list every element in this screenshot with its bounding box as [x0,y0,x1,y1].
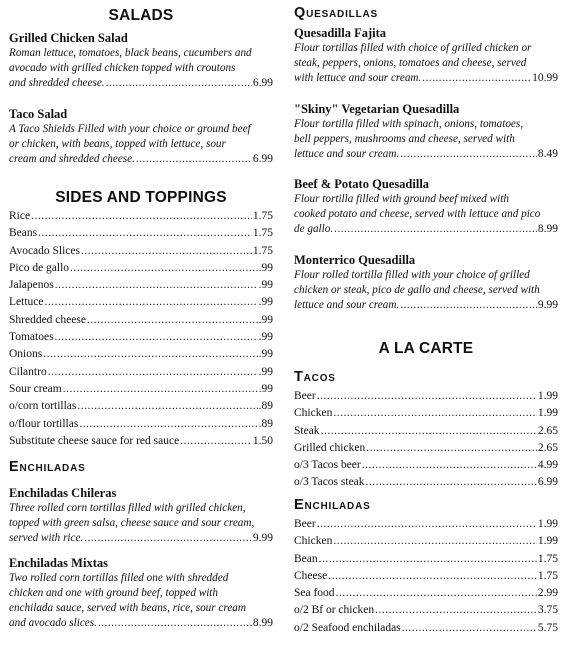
item-price: 1.99 [537,390,558,402]
leader-dots [422,71,531,86]
item-price: 5.75 [537,621,558,634]
list-item [9,331,273,348]
leader-dots [55,279,258,291]
item-price: 8.49 [537,148,558,160]
item-label: o/3 Tacos steak [294,476,365,489]
item-desc-line: or chicken, with beans, topped with lettuce, sour [9,138,226,150]
item-name: Taco Salad [9,107,68,121]
list-item [9,348,273,365]
leader-dots [43,348,257,360]
list-item [294,535,558,552]
menu-item-beef-potato-quesadilla [294,177,558,237]
leader-dots [317,390,537,402]
menu-item-taco-salad [9,107,273,167]
leader-dots [366,442,537,454]
item-name: Monterrico Quesadilla [294,253,416,267]
left-column [9,0,273,650]
menu-item-enchiladas-mixtas [9,556,273,631]
leader-dots [400,298,537,313]
leader-dots [136,152,252,167]
list-item [9,400,273,417]
leader-dots [362,459,537,471]
item-desc-line: chicken or steak, pico de gallo and cheese, served with [294,284,540,296]
leader-dots [81,245,252,257]
item-price: 3.75 [537,604,558,617]
leader-dots [48,366,258,378]
item-label: Jalapenos [9,279,54,292]
right-column [294,0,558,650]
list-item [9,383,273,400]
list-item [294,622,558,639]
item-label: Steak [294,424,320,437]
leader-dots [106,76,252,91]
item-name: Grilled Chicken Salad [9,31,128,45]
list-item [294,442,558,459]
leader-dots [55,331,258,343]
item-desc-line: Flour tortilla filled with ground beef mixed with [294,193,509,205]
item-desc-line: bell peppers, mushrooms and cheese, served with [294,133,515,145]
item-desc-end [294,222,558,237]
item-label: Rice [9,210,31,222]
leader-dots [336,587,537,599]
item-label: o/2 Seafood enchiladas [294,621,401,634]
item-price: .89 [258,417,273,430]
item-price: 8.99 [537,223,558,235]
item-label: o/flour tortillas [9,417,79,430]
quesadillas-heading: Quesadillas [294,5,378,21]
item-name: Enchiladas Chileras [9,486,117,500]
leader-dots [317,518,537,530]
item-label: Substitute cheese sauce for red sauce [9,434,180,447]
item-label: Avocado Slices [9,244,81,257]
item-desc-line: steak, peppers, onions, tomatoes and cheese, served [294,57,527,69]
item-price: 1.75 [537,569,558,582]
item-name: Beef & Potato Quesadilla [294,177,430,191]
item-desc-end [294,147,558,162]
item-price: .99 [258,261,273,274]
item-label: Beer [294,518,316,530]
leader-dots [84,531,252,546]
item-desc-line: and avocado slices. [9,617,97,629]
item-name: Quesadilla Fajita [294,26,387,40]
item-label: o/3 Tacos beer [294,459,361,472]
list-item [9,314,273,331]
tacos-list [294,390,558,494]
item-price: 1.75 [537,552,558,565]
item-desc-line: lettuce and sour cream. [294,299,400,311]
item-price: 6.99 [252,153,273,165]
leader-dots [77,400,257,412]
item-price: 9.99 [537,299,558,311]
item-label: Beans [9,227,38,240]
item-desc-line: Flour tortilla filled with spinach, onions, tomatoes, [294,118,524,130]
list-item [294,518,558,535]
leader-dots [366,476,537,488]
item-name: "Skiny" Vegetarian Quesadilla [294,102,460,116]
item-price: .99 [258,331,273,344]
leader-dots [38,227,252,239]
item-price: 1.75 [252,210,273,222]
item-label: Shredded cheese [9,313,86,326]
item-label: Tomatoes [9,331,54,344]
item-label: o/2 Bf or chicken [294,604,375,617]
menu-item-monterrico-quesadilla [294,253,558,313]
item-price: 6.99 [537,476,558,489]
leader-dots [402,622,537,634]
list-item [9,418,273,435]
item-label: Chicken [294,407,333,420]
list-item [9,210,273,227]
list-item [294,459,558,476]
item-price: .99 [258,365,273,378]
leader-dots [180,435,252,447]
item-label: Onions [9,348,43,361]
menu-item-grilled-chicken-salad [9,31,273,91]
list-item [294,570,558,587]
leader-dots [98,616,252,631]
leader-dots [319,553,537,565]
item-desc-line: enchilada sauce, served with beans, rice, sour cream [9,602,246,614]
item-price: .99 [258,382,273,395]
item-desc-line: Roman lettuce, tomatoes, black beans, cucumbers and [9,47,252,59]
list-item [9,227,273,244]
item-price: 1.75 [252,227,273,240]
item-price: .99 [258,296,273,309]
item-price: 10.99 [532,72,558,84]
item-price: 2.65 [537,441,558,454]
leader-dots [333,407,537,419]
item-price: 1.99 [537,518,558,530]
a-la-carte-enchiladas-heading: Enchiladas [294,497,371,513]
item-price: 1.99 [537,407,558,420]
a-la-carte-enchiladas-list [294,518,558,639]
item-label: Lettuce [9,296,44,309]
leader-dots [70,262,258,274]
item-desc-line: chicken and one with ground beef, topped with [9,587,219,599]
item-label: Pico de gallo [9,261,70,274]
item-desc-end [294,71,558,86]
list-item [9,296,273,313]
item-desc-line: de gallo. [294,223,334,235]
item-desc-line: Three rolled corn tortillas filled with grilled chicken, [9,502,246,514]
list-item [294,407,558,424]
item-price: 1.99 [537,535,558,548]
item-price: 4.99 [537,459,558,472]
list-item [294,390,558,407]
item-desc-line: lettuce and sour cream. [294,148,400,160]
leader-dots [31,210,252,222]
item-desc-line: with lettuce and sour cream. [294,72,422,84]
leader-dots [44,296,257,308]
item-price: 9.99 [252,532,273,544]
list-item [294,425,558,442]
item-price: 6.99 [252,77,273,89]
list-item [9,245,273,262]
item-price: 1.75 [252,244,273,257]
item-desc-end [9,616,273,631]
item-label: Cilantro [9,365,47,378]
leader-dots [375,604,537,616]
item-label: Sour cream [9,382,62,395]
leader-dots [333,535,537,547]
sides-list [9,210,273,452]
item-desc-line: Flour tortillas filled with choice of grilled chicken or [294,42,532,54]
salads-heading: SALADS [108,7,174,24]
item-price: .99 [258,348,273,361]
item-desc-line: A Taco Shields Filled with your choice or ground beef [9,123,251,135]
leader-dots [321,425,537,437]
list-item [9,262,273,279]
a-la-carte-heading: A LA CARTE [378,340,474,357]
leader-dots [87,314,258,326]
item-desc-line: cream and shredded cheese. [9,153,135,165]
item-desc-line: Flour rolled tortilla filled with your choice of grilled [294,269,530,281]
item-desc-line: topped with green salsa, cheese sauce and sour cream, [9,517,255,529]
item-price: 1.50 [252,434,273,447]
item-desc-line: and shredded cheese. [9,77,105,89]
item-price: .89 [258,400,273,413]
list-item [294,553,558,570]
item-label: Bean [294,552,318,565]
item-name: Enchiladas Mixtas [9,556,108,570]
leader-dots [328,570,537,582]
list-item [9,435,273,452]
item-price: .99 [258,313,273,326]
item-desc-line: avocado with grilled chicken topped with croutons [9,62,236,74]
list-item [294,587,558,604]
menu-item-quesadilla-fajita [294,26,558,86]
item-label: Chicken [294,535,333,548]
item-price: 8.99 [252,617,273,629]
menu-item-skiny-vegetarian-quesadilla [294,102,558,162]
item-desc-end [9,76,273,91]
list-item [9,279,273,296]
item-desc-end [9,152,273,167]
item-desc-end [9,531,273,546]
leader-dots [400,147,537,162]
item-desc-line: cooked potato and cheese, served with lettuce and pico [294,208,541,220]
leader-dots [79,418,257,430]
item-price: 2.65 [537,424,558,437]
item-price: .99 [258,279,273,292]
leader-dots [63,383,258,395]
leader-dots [334,222,537,237]
list-item [294,476,558,493]
item-label: Beer [294,390,316,402]
item-label: o/corn tortillas [9,400,77,413]
item-label: Grilled chicken [294,441,366,454]
item-label: Cheese [294,569,328,582]
tacos-heading: Tacos [294,369,336,385]
list-item [9,366,273,383]
enchiladas-heading: Enchiladas [9,459,86,475]
item-desc-line: served with rice. [9,532,84,544]
item-desc-line: Two rolled corn tortillas filled one with shredded [9,572,229,584]
item-price: 2.99 [537,587,558,600]
list-item [294,604,558,621]
item-desc-end [294,298,558,313]
menu-item-enchiladas-chileras [9,486,273,546]
item-label: Sea food [294,587,335,600]
sides-heading: SIDES AND TOPPINGS [55,189,227,206]
